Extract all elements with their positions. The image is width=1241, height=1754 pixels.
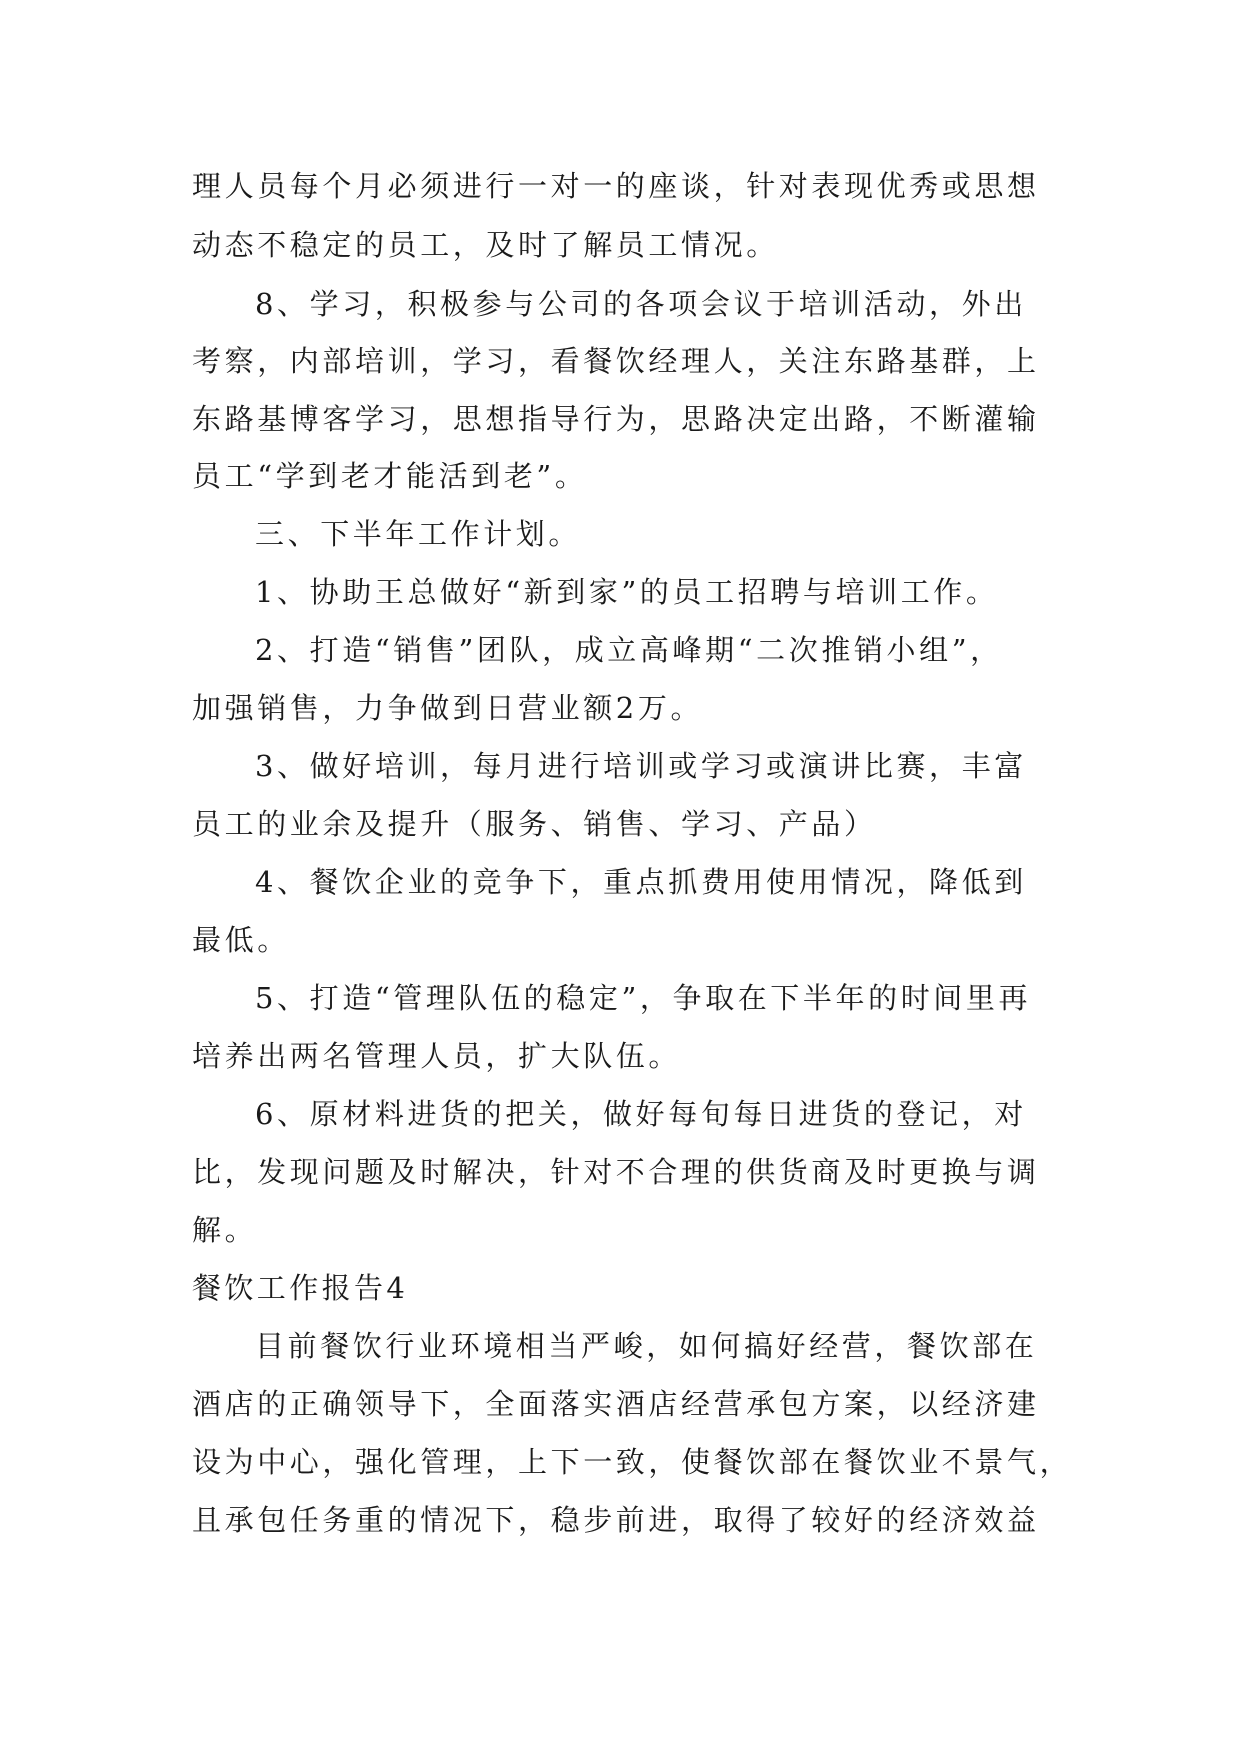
paragraph-line: 目前餐饮行业环境相当严峻，如何搞好经营，餐饮部在 <box>255 1329 1038 1363</box>
paragraph-line: 员工的业余及提升（服务、销售、学习、产品） <box>192 807 877 841</box>
paragraph-line: 且承包任务重的情况下，稳步前进，取得了较好的经济效益 <box>192 1503 1040 1537</box>
paragraph-line: 员工“学到老才能活到老”。 <box>192 459 588 493</box>
paragraph-line: 东路基博客学习，思想指导行为，思路决定出路，不断灌输 <box>192 402 1040 436</box>
paragraph-line: 3、做好培训，每月进行培训或学习或演讲比赛，丰富 <box>255 749 1027 783</box>
paragraph-line: 6、原材料进货的把关，做好每旬每日进货的登记，对 <box>255 1097 1027 1131</box>
paragraph-line: 酒店的正确领导下，全面落实酒店经营承包方案，以经济建 <box>192 1387 1040 1421</box>
paragraph-line: 设为中心，强化管理，上下一致，使餐饮部在餐饮业不景气， <box>192 1445 1073 1479</box>
paragraph-line: 8、学习，积极参与公司的各项会议于培训活动，外出 <box>255 287 1027 321</box>
paragraph-line: 最低。 <box>192 923 290 957</box>
paragraph-line: 4、餐饮企业的竞争下，重点抓费用使用情况，降低到 <box>255 865 1027 899</box>
paragraph-line: 1、协助王总做好“新到家”的员工招聘与培训工作。 <box>255 575 999 609</box>
paragraph-line: 培养出两名管理人员，扩大队伍。 <box>192 1039 682 1073</box>
paragraph-line: 比，发现问题及时解决，针对不合理的供货商及时更换与调 <box>192 1155 1040 1189</box>
paragraph-line: 考察，内部培训，学习，看餐饮经理人，关注东路基群，上 <box>192 344 1040 378</box>
paragraph-line: 理人员每个月必须进行一对一的座谈，针对表现优秀或思想 <box>192 169 1040 203</box>
paragraph-line: 加强销售，力争做到日营业额2万。 <box>192 691 704 725</box>
paragraph-line: 2、打造“销售”团队，成立高峰期“二次推销小组”， <box>255 633 1003 667</box>
section-heading: 三、下半年工作计划。 <box>255 517 582 551</box>
paragraph-line: 动态不稳定的员工，及时了解员工情况。 <box>192 228 779 262</box>
paragraph-line: 解。 <box>192 1213 258 1247</box>
paragraph-line: 5、打造“管理队伍的稳定”，争取在下半年的时间里再 <box>255 981 1032 1015</box>
report-title: 餐饮工作报告4 <box>192 1271 409 1305</box>
